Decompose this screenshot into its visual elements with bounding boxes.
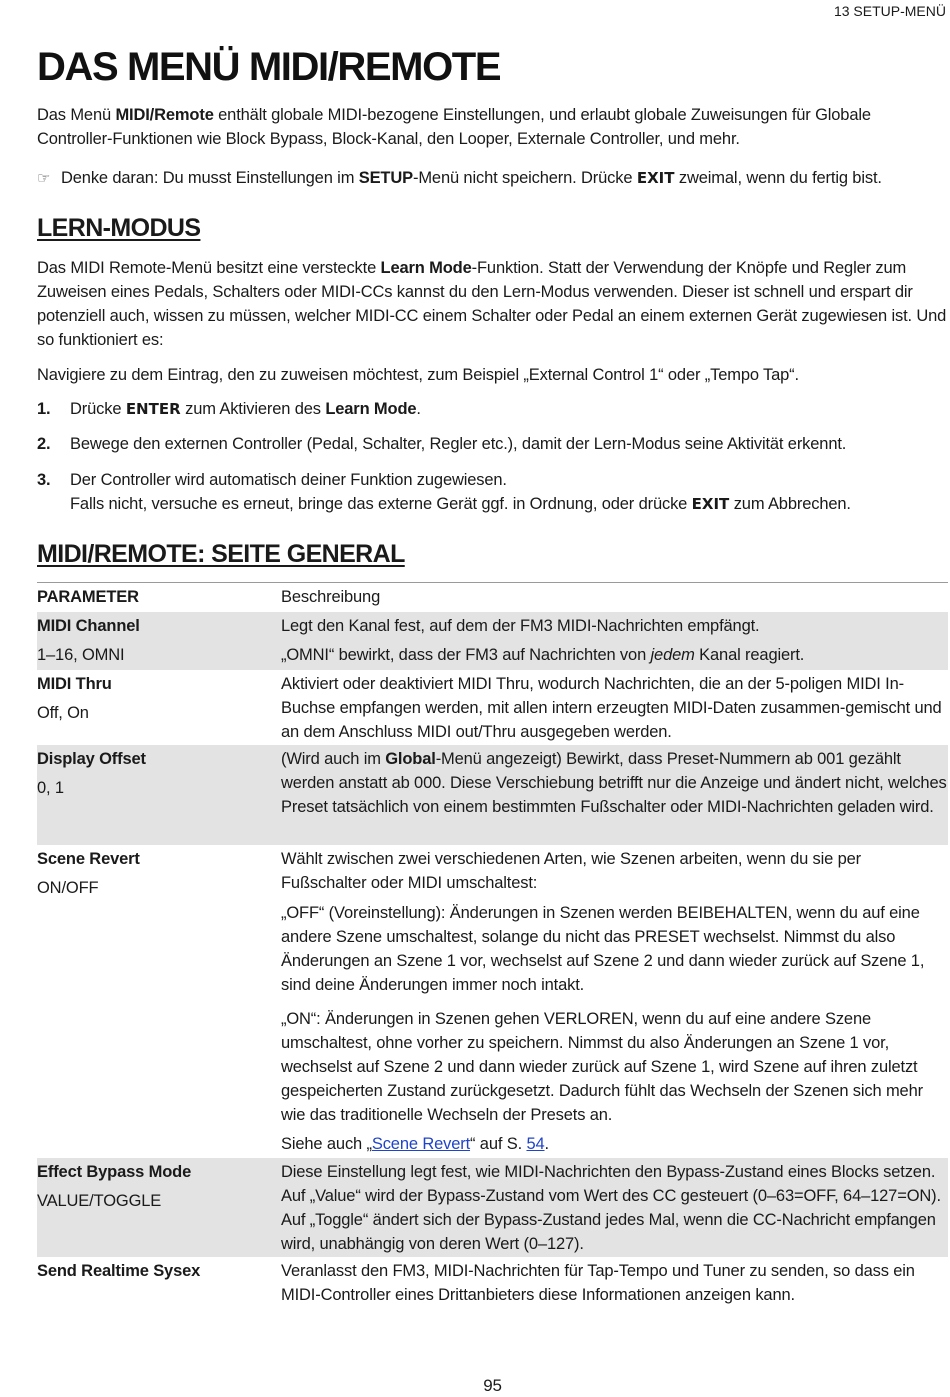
param-name: MIDI Thru: [37, 675, 112, 693]
column-header-description: Beschreibung: [281, 588, 381, 606]
section-heading-learn-mode: LERN-MODUS: [37, 214, 201, 242]
learn-mode-paragraph: Das MIDI Remote-Menü besitzt eine versteckte Learn Mode-Funktion. Statt der Verwendung der Knöpfe und Regler zum Zuweisen eines Pedals, Schalters oder MIDI-CCs kannst du den Lern-Modus verwenden. Dieser ist schnell und erspart dir potenziell auch, wissen zu müssen, welcher MIDI-CC einem Schalter oder Pedal an einem externen Gerät zugewiesen ist. Und so funktioniert es:: [37, 259, 947, 349]
table-row: Send Realtime Sysex Veranlasst den FM3, MIDI-Nachrichten für Tap-Tempo und Tuner zu senden, so dass ein MIDI-Controller eines Drittanbieters diese Informationen anzeigen kann.: [37, 1257, 948, 1313]
chapter-header: 13 SETUP-MENÜ: [833, 3, 946, 19]
table-row: MIDI Thru Off, On Aktiviert oder deaktiviert MIDI Thru, wodurch Nachrichten, die an der 5-poligen MIDI In-Buchse empfangen werden, mit allen intern erzeugten MIDI-Daten zusammen-gemischt und an dem Anschluss MIDI out/Thru ausgegeben werden.: [37, 670, 948, 745]
exit-key: EXIT: [691, 495, 730, 513]
pointing-hand-icon: ☞: [37, 170, 51, 187]
table-row: Effect Bypass Mode VALUE/TOGGLE Diese Einstellung legt fest, wie MIDI-Nachrichten den Bypass-Zustand eines Blocks setzen. Auf „Value“ wird der Bypass-Zustand vom Wert des CC gesteuert (0–63=OFF, 64–127=ON). Auf „Toggle“ ändert sich der Bypass-Zustand jedes Mal, wenn die CC-Nachricht empfangen wird, unabhängig von deren Wert (0–127).: [37, 1158, 948, 1257]
menu-name: MIDI/Remote: [115, 106, 214, 124]
page-title: DAS MENÜ MIDI/REMOTE: [37, 45, 501, 89]
table-row: Scene Revert ON/OFF Wählt zwischen zwei verschiedenen Arten, wie Szenen arbeiten, wenn du sie per Fußschalter oder MIDI umschaltest: „OFF“ (Voreinstellung): Änderungen in Szenen werden BEIBEHALTEN, wenn du auf eine andere Szene umschaltest, solange du nicht das PRESET wechselst. Nimmst du also Änderungen an Szene 1 vor, wechselst auf Szene 2 und dann wieder zurück auf Szene 1, sind deine Änderungen immer noch intakt. „ON“: Änderungen in Szenen gehen VERLOREN, wenn du auf eine andere Szene umschaltest, ohne vorher zu speichern. Nimmst du also Änderungen an Szene 1 vor, wechselst auf Szene 2 und dann wieder zurück auf Szene 1, wird Szene auf ihren zuletzt gespeicherten Zustand zurückgesetzt. Dadurch fühlt das Wechseln der Szenen sich mehr wie das traditionelle Wechseln der Presets an. Siehe auch „Scene Revert“ auf S. 54.: [37, 845, 948, 1158]
param-name: Display Offset: [37, 750, 146, 768]
table-row: Display Offset 0, 1 (Wird auch im Global-Menü angezeigt) Bewirkt, dass Preset-Nummern ab 001 gezählt werden anstatt ab 000. Diese Verschiebung betrifft nur die Anzeige und ändert nicht, welches Preset tatsächlich von einem bestimmten Fußschalter oder MIDI-Nachrichten geladen wird.: [37, 745, 948, 845]
param-values: 0, 1: [37, 779, 64, 797]
section-heading-general: MIDI/REMOTE: SEITE GENERAL: [37, 540, 405, 568]
table-row: MIDI Channel 1–16, OMNI Legt den Kanal fest, auf dem der FM3 MIDI-Nachrichten empfängt. „OMNI“ bewirkt, dass der FM3 auf Nachrichten von jedem Kanal reagiert.: [37, 612, 948, 670]
param-name: Effect Bypass Mode: [37, 1163, 192, 1181]
intro-paragraph: Das Menü MIDI/Remote enthält globale MIDI-bezogene Einstellungen, und erlaubt globale Zuweisungen für Globale Controller-Funktionen wie Block Bypass, Block-Kanal, den Looper, Externale Controller, und mehr.: [37, 106, 871, 148]
table-header: [37, 582, 948, 612]
param-name: MIDI Channel: [37, 617, 140, 635]
enter-key: ENTER: [125, 400, 181, 418]
param-values: 1–16, OMNI: [37, 646, 125, 664]
scene-revert-link[interactable]: Scene Revert: [371, 1135, 471, 1153]
column-header-parameter: PARAMETER: [37, 588, 139, 606]
param-values: VALUE/TOGGLE: [37, 1192, 162, 1210]
param-name: Send Realtime Sysex: [37, 1262, 201, 1280]
param-values: Off, On: [37, 704, 89, 722]
manual-page: 13 SETUP-MENÜ DAS MENÜ MIDI/REMOTE Das Menü MIDI/Remote enthält globale MIDI-bezogene Einstellungen, und erlaubt globale Zuweisungen für Globale Controller-Funktionen wie Block Bypass, Block-Kanal, den Looper, Externale Controller, und mehr. ☞ Denke daran: Du musst Einstellungen im SETUP-Menü nicht speichern. Drücke EXIT zweimal, wenn du fertig bist. LERN-MODUS Das MIDI Remote-Menü besitzt eine versteckte Learn Mode-Funktion. Statt der Verwendung der Knöpfe und Regler zum Zuweisen eines Pedals, Schalters oder MIDI-CCs kannst du den Lern-Modus verwenden. Dieser ist schnell und erspart dir potenziell auch, wissen zu müssen, welcher MIDI-CC einem Schalter oder Pedal an einem externen Gerät zugewiesen ist. Und so funktioniert es: Navigiere zu dem Eintrag, den zu zuweisen möchtest, zum Beispiel „External Control 1“ oder „Tempo Tap“. 1. Drücke ENTER zum Aktivieren des Learn Mode. 2. Bewege den externen Controller (Pedal, Schalter, Regler etc.), damit der Lern-Modus seine Aktivität erkennt. 3. Der Controller wird automatisch deiner Funktion zugewiesen. Falls nicht, versuche es erneut, bringe das externe Gerät ggf. in Ordnung, oder drücke EXIT zum Abbrechen. MIDI/REMOTE: SEITE GENERAL PARAMETER Beschreibung MIDI Channel 1–16, OMNI Legt den Kanal fest, auf dem der FM3 MIDI-Nachrichten empfängt. „OMNI“ bewirkt, dass der FM3 auf Nachrichten von jedem Kanal reagiert. MIDI Thru Off, On Aktiviert oder deaktiviert MIDI Thru, wodurch Nachrichten, die an der 5-poligen MIDI In-Buchse empfangen werden, mit allen intern erzeugten MIDI-Daten zusammen-gemischt und an dem Anschluss MIDI out/Thru ausgegeben werden. Display Offset 0, 1 (Wird auch im Global-Menü angezeigt) Bewirkt, dass Preset-Nummern ab 001 gezählt werden anstatt ab 000. Diese Verschiebung betrifft nur die Anzeige und ändert nicht, welches Preset tatsächlich von einem bestimmten Fußschalter oder MIDI-Nachrichten geladen wird. Scene Revert ON/OFF Wählt zwischen zwei verschiedenen Arten, wie Szenen arbeiten, wenn du sie per Fußschalter oder MIDI umschaltest: „OFF“ (Voreinstellung): Änderungen in Szenen werden BEIBEHALTEN, wenn du auf eine andere Szene umschaltest, solange du nicht das PRESET wechselst. Nimmst du also Änderungen an Szene 1 vor, wechselst auf Szene 2 und dann wieder zurück auf Szene 1, sind deine Änderungen immer noch intakt. „ON“: Änderungen in Szenen gehen VERLOREN, wenn du auf eine andere Szene umschaltest, ohne vorher zu speichern. Nimmst du also Änderungen an Szene 1 vor, wechselst auf Szene 2 und dann wieder zurück auf Szene 1, wird Szene auf ihren zuletzt gespeicherten Zustand zurückgesetzt. Dadurch fühlt das Wechseln der Szenen sich mehr wie das traditionelle Wechseln der Presets an. Siehe auch „Scene Revert“ auf S. 54. Effect Bypass Mode VALUE/TOGGLE Diese Einstellung legt fest, wie MIDI-Nachrichten den Bypass-Zustand eines Blocks setzen. Auf „Value“ wird der Bypass-Zustand vom Wert des CC gesteuert (0–63=OFF, 64–127=ON). Auf „Toggle“ ändert sich der Bypass-Zustand jedes Mal, wenn die CC-Nachricht empfangen wird, unabhängig von deren Wert (0–127). Send Realtime Sysex Veranlasst den FM3, MIDI-Nachrichten für Tap-Tempo und Tuner zu senden, so dass ein MIDI-Controller eines Drittanbieters diese Informationen anzeigen kann. 95: [37, 3, 947, 1395]
exit-key: EXIT: [636, 169, 675, 187]
page-number: 95: [483, 1376, 502, 1395]
parameter-table: [37, 582, 948, 1313]
page-54-link[interactable]: 54: [526, 1135, 545, 1153]
param-values: ON/OFF: [37, 879, 99, 897]
learn-mode-instruction: Navigiere zu dem Eintrag, den zu zuweisen möchtest, zum Beispiel „External Control 1“ oder „Tempo Tap“.: [37, 366, 799, 384]
note: ☞ Denke daran: Du musst Einstellungen im SETUP-Menü nicht speichern. Drücke EXIT zweimal, wenn du fertig bist.: [37, 166, 948, 191]
param-name: Scene Revert: [37, 850, 140, 868]
